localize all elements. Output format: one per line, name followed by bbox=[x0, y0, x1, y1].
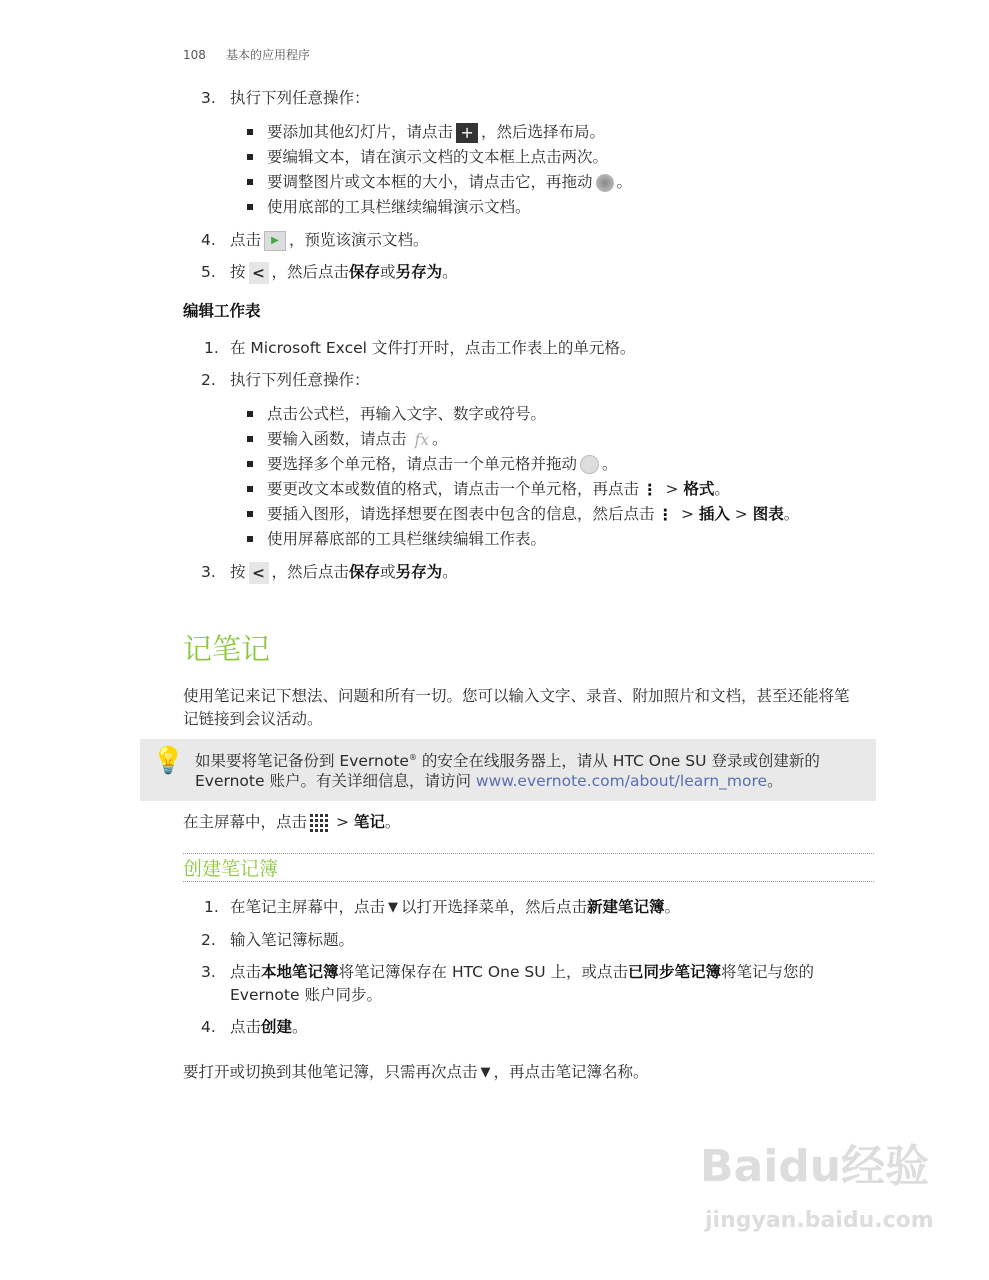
dropdown-triangle-icon: ▼ bbox=[388, 899, 399, 915]
step-text: 在 Microsoft Excel 文件打开时，点击工作表上的单元格。 bbox=[230, 339, 636, 357]
tip-text: Evernote 账户。有关详细信息，请访问 www.evernote.com/about/learn_more。 bbox=[195, 772, 783, 790]
dropdown-triangle-icon: ▼ bbox=[480, 1064, 491, 1080]
evernote-link[interactable]: www.evernote.com/about/learn_more bbox=[475, 772, 768, 790]
function-icon: fx bbox=[414, 430, 429, 449]
bullet-item: 要调整图片或文本框的大小，请点击它，再拖动 。 bbox=[267, 171, 632, 193]
bullet-item: 要选择多个单元格，请点击一个单元格并拖动 。 bbox=[267, 453, 618, 475]
open-instruction: 在主屏幕中，点击 > 笔记。 bbox=[183, 813, 401, 831]
step-text: Evernote 账户同步。 bbox=[230, 986, 382, 1004]
back-icon: < bbox=[249, 262, 269, 284]
menu-dots-icon: ⋮ bbox=[657, 505, 674, 524]
intro-text: 记链接到会议活动。 bbox=[183, 710, 323, 728]
step-number: 5. bbox=[201, 263, 216, 281]
chapter-title: 基本的应用程序 bbox=[226, 48, 311, 62]
step-text: 执行下列任意操作： bbox=[230, 371, 370, 389]
play-icon: ▶ bbox=[264, 231, 286, 251]
step-number: 1. bbox=[204, 339, 219, 357]
intro-text: 使用笔记来记下想法、问题和所有一切。您可以输入文字、录音、附加照片和文档，甚至还能将笔 bbox=[183, 687, 850, 705]
back-icon: < bbox=[249, 562, 269, 584]
step-number: 3. bbox=[201, 89, 216, 107]
drag-handle-icon bbox=[580, 455, 599, 474]
bullet-item: 要编辑文本，请在演示文档的文本框上点击两次。 bbox=[267, 146, 608, 168]
page-number: 108 bbox=[183, 48, 206, 62]
bullet-item: 要输入函数，请点击 fx 。 bbox=[267, 428, 447, 451]
subsection-title: 创建笔记簿 bbox=[183, 858, 279, 880]
step-text: 按 < ，然后点击保存或另存为。 bbox=[230, 563, 458, 582]
bullet-item: 要更改文本或数值的格式，请点击一个单元格，再点击 ⋮ > 格式。 bbox=[267, 478, 730, 501]
step-number: 3. bbox=[201, 963, 216, 981]
step-text: 输入笔记簿标题。 bbox=[230, 931, 355, 949]
outro-text: 要打开或切换到其他笔记簿，只需再次点击 ▼ ，再点击笔记簿名称。 bbox=[183, 1061, 649, 1084]
resize-handle-icon bbox=[596, 174, 614, 192]
step-number: 1. bbox=[204, 898, 219, 916]
add-slide-icon: + bbox=[456, 123, 478, 143]
step-number: 2. bbox=[201, 931, 216, 949]
step-number: 3. bbox=[201, 563, 216, 581]
divider bbox=[183, 881, 874, 882]
divider bbox=[183, 853, 874, 854]
bullet-item: 点击公式栏，再输入文字、数字或符号。 bbox=[267, 403, 546, 425]
bullet-item: 要插入图形，请选择想要在图表中包含的信息，然后点击 ⋮ > 插入 > 图表。 bbox=[267, 503, 799, 526]
step-text: 在笔记主屏幕中，点击 ▼ 以打开选择菜单，然后点击新建笔记簿。 bbox=[230, 896, 680, 919]
tip-text: 如果要将笔记备份到 Evernote® 的安全在线服务器上，请从 HTC One SU 登录或创建新的 bbox=[195, 752, 820, 771]
step-number: 4. bbox=[201, 231, 216, 249]
step-number: 4. bbox=[201, 1018, 216, 1036]
step-text: 执行下列任意操作： bbox=[230, 89, 370, 107]
apps-grid-icon bbox=[310, 814, 328, 832]
section-heading: 编辑工作表 bbox=[183, 302, 261, 320]
section-title: 记笔记 bbox=[183, 632, 271, 666]
menu-dots-icon: ⋮ bbox=[642, 480, 658, 499]
lightbulb-icon: 💡 bbox=[152, 746, 185, 776]
bullet-item: 要添加其他幻灯片，请点击 + ，然后选择布局。 bbox=[267, 121, 605, 143]
step-text: 按 < ，然后点击保存或另存为。 bbox=[230, 263, 458, 282]
step-text: 点击 ▶ ，预览该演示文档。 bbox=[230, 231, 429, 249]
bullet-item: 使用底部的工具栏继续编辑演示文档。 bbox=[267, 196, 531, 218]
bullet-item: 使用屏幕底部的工具栏继续编辑工作表。 bbox=[267, 528, 546, 550]
watermark-logo: Baidu经验 bbox=[700, 1141, 930, 1192]
watermark-url: jingyan.baidu.com bbox=[705, 1208, 934, 1233]
step-text: 点击创建。 bbox=[230, 1018, 308, 1036]
step-text: 点击本地笔记簿将笔记簿保存在 HTC One SU 上，或点击已同步笔记簿将笔记与您的 bbox=[230, 963, 815, 981]
step-number: 2. bbox=[201, 371, 216, 389]
